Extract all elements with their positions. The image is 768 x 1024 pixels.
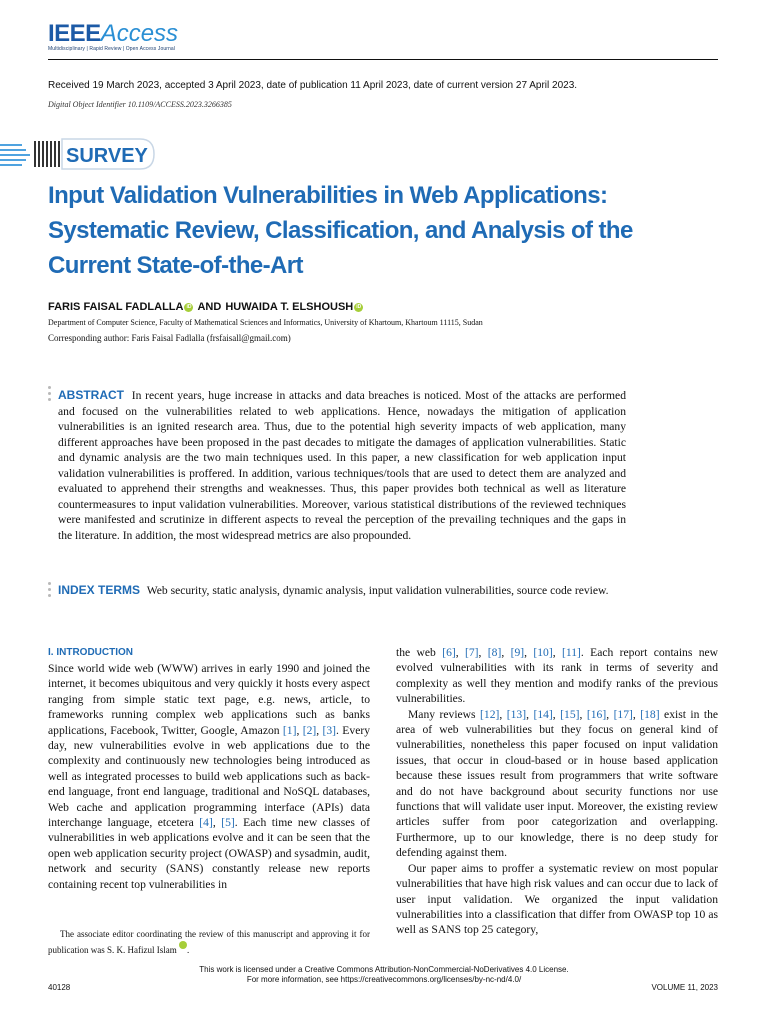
banner-stripes-icon — [0, 141, 60, 167]
license-line-2[interactable]: For more information, see https://creativecommons.org/licenses/by-nc-nd/4.0/ — [246, 975, 522, 984]
volume-label: VOLUME 11, 2023 — [651, 983, 718, 992]
abstract-heading: ABSTRACT — [58, 388, 124, 402]
editor-footnote — [48, 927, 370, 957]
citation-link[interactable]: [1] — [282, 723, 297, 737]
text-run: . Each report contains new evolved vulnerabilities with its rank in terms of severity and complexity as well they mention and modify ranks of the previous vulnerabilities. — [396, 646, 719, 706]
citation-link[interactable]: [4] — [199, 816, 213, 830]
citation-link[interactable]: [17] — [613, 707, 633, 721]
survey-banner — [0, 137, 158, 171]
page-number: 40128 — [48, 983, 71, 992]
abstract-dots-icon — [48, 386, 51, 404]
text-run: , — [316, 723, 323, 737]
orcid-icon[interactable]: iD — [186, 303, 192, 310]
citation-link[interactable]: [3] — [322, 723, 337, 737]
index-terms-text: Web security, static analysis, dynamic analysis, input validation vulnerabilities, source code review. — [146, 584, 609, 597]
intro-paragraph-1 — [48, 661, 370, 892]
author-line — [48, 301, 367, 313]
text-run: , — [212, 816, 222, 830]
orcid-icon[interactable] — [179, 941, 187, 949]
citation-link[interactable]: [10] — [533, 646, 553, 659]
text-run: Many reviews — [408, 707, 481, 721]
citation-link[interactable]: [7] — [465, 646, 479, 659]
text-run: Since world wide web (WWW) arrives in early 1990 and joined the internet, it becomes ubiquitous and very quickly it hosts every aspect ranging from simple static text page, e.g. news, article, to frameworks running complex web applications such as banks applications, Facebook, Twitter, Google, Amazon — [48, 662, 370, 737]
text-run: , — [524, 646, 534, 659]
intro-paragraph-3: Our paper aims to proffer a systematic review on most popular vulnerabilities that have high risk values and can occur due to lack of user input validation. We organized the input validation vulnerabilities into a classification that differ from OWASP top 10 as well as SANS top 25 category, — [396, 861, 718, 937]
license-notice — [0, 965, 768, 985]
author-conjunction: AND — [197, 301, 222, 313]
citation-link[interactable]: [2] — [302, 723, 317, 737]
citation-link[interactable]: [8] — [487, 646, 502, 659]
text-run: , — [296, 723, 303, 737]
journal-tagline: Multidisciplinary | Rapid Review | Open Access Journal — [48, 46, 175, 52]
journal-logo — [48, 22, 178, 46]
left-column — [48, 646, 370, 892]
author-1: FARIS FAISAL FADLALLA — [48, 301, 184, 313]
citation-link[interactable]: [18] — [640, 707, 660, 721]
paper-title: Input Validation Vulnerabilities in Web Applications: Systematic Review, Classification, and Analysis of the Current State-of-the-Art — [48, 182, 633, 279]
citation-link[interactable]: [14] — [533, 707, 553, 721]
text-run: , — [606, 707, 614, 721]
license-line-1: This work is licensed under a Creative Commons Attribution-NonCommercial-NoDerivatives 4.0 License. — [199, 965, 569, 974]
corresponding-author: Corresponding author: Faris Faisal Fadlalla (frsfaisall@gmail.com) — [48, 333, 291, 343]
header-divider — [48, 59, 718, 60]
received-dates: Received 19 March 2023, accepted 3 April 2023, date of publication 11 April 2023, date of current version 27 April 2023. — [48, 80, 578, 91]
citation-link[interactable]: [15] — [560, 707, 580, 721]
right-column — [396, 645, 718, 938]
logo-ieee: IEEE — [48, 20, 101, 47]
index-terms-dots-icon — [48, 582, 51, 600]
index-terms — [58, 583, 626, 599]
text-run: . Every day, new vulnerabilities evolve in web applications due to the complexity and continuously new technologies being introduced as well as integrated processes to build web applications such as back-end language, front end language, traditional and NoSQL databases, Web cache and application programming interface (APIs) data interchange language, etcetera — [48, 723, 370, 830]
citation-link[interactable]: [5] — [221, 816, 235, 830]
abstract — [58, 388, 626, 543]
citation-link[interactable]: [11] — [561, 646, 581, 659]
affiliation: Department of Computer Science, Faculty of Mathematical Sciences and Informatics, University of Khartoum, Khartoum 11115, Sudan — [48, 318, 483, 327]
citation-link[interactable]: [6] — [442, 646, 456, 659]
section-heading-introduction: I. INTRODUCTION — [48, 647, 133, 658]
citation-link[interactable]: [16] — [586, 707, 607, 721]
text-run: exist in the area of web vulnerabilities but they focus on general kind of vulnerabilities, nonetheless this paper focused on input validation issues, that occur in cloud-based or in house based application because these issues result from programmers that write software and do not have background about security functions nor use functions that will validate user input. Moreover, the existing review articles suffer from poor categorization and overlapping. Furthermore, up to our knowledge, there is no deep study for defending against them. — [396, 707, 719, 860]
text-run: , — [526, 707, 534, 721]
text-run: , — [552, 646, 562, 659]
text-run: , — [499, 707, 507, 721]
citation-link[interactable]: [9] — [510, 646, 525, 659]
logo-access: Access — [100, 20, 179, 47]
text-run: , — [455, 646, 465, 659]
intro-paragraph-2 — [396, 707, 718, 861]
author-2: HUWAIDA T. ELSHOUSH — [225, 301, 354, 313]
footnote-text: The associate editor coordinating the review of this manuscript and approving it for publication was S. K. Hafizul Islam — [48, 929, 370, 955]
text-run: , — [478, 646, 488, 659]
text-run: , — [632, 707, 641, 721]
index-terms-heading: INDEX TERMS — [58, 583, 141, 597]
survey-label: SURVEY — [66, 145, 148, 167]
text-run: , — [579, 707, 587, 721]
doi-line: Digital Object Identifier 10.1109/ACCESS.2023.3266385 — [48, 100, 232, 109]
citation-link[interactable]: [13] — [506, 707, 527, 721]
text-run: . Each time new classes of vulnerabilities in web applications evolve and it can be seen that the open web application security project (OWASP) and sysadmin, audit, network and security (SANS) constantly release new reports containing recent top vulnerabilities in — [48, 816, 371, 891]
intro-paragraph-continued — [396, 645, 718, 707]
text-run: , — [552, 707, 561, 721]
footnote-end: . — [186, 945, 190, 955]
text-run: , — [501, 646, 511, 659]
orcid-icon[interactable]: iD — [356, 303, 362, 310]
text-run: the web — [396, 646, 443, 659]
citation-link[interactable]: [12] — [480, 707, 500, 721]
abstract-text: In recent years, huge increase in attacks and data breaches is noticed. Most of the attacks are performed and focused on the vulnerabilities related to web applications. Hence, nowadays the mitigation of application vulnerabilities is an ignited research area. Thus, due to the potential high severity impacts of web application, many different approaches have been proposed in the past decades to mitigate the damages of application vulnerabilities. Static and dynamic analysis are the two main techniques used. In this paper, a new classification for web application input validation vulnerabilities is proffered. In addition, various techniques/tools that are used to detect them are analyzed and evaluated to apprehend their strengths and weaknesses. Thus, this paper provides both technical as well as literature countermeasures to input validation vulnerabilities. Moreover, various statistical distributions of the reviewed techniques were manifested and scrutinize in different aspects to reveal the perception of the prevailing techniques and the gaps in the literature. In addition, the most widespread metrics are also propounded. — [58, 389, 626, 542]
